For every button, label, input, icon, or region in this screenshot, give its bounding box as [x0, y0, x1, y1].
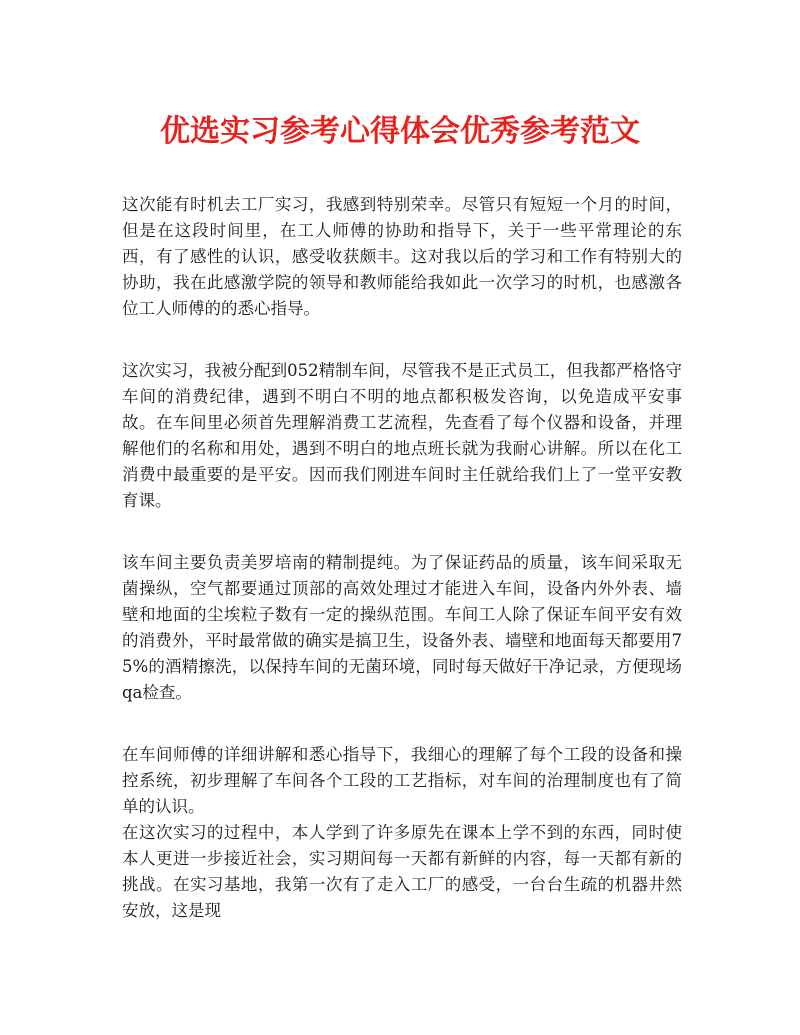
paragraph: 该车间主要负责美罗培南的精制提纯。为了保证药品的质量，该车间采取无菌操纵，空气都要通过顶部的高效处理过才能进入车间，设备内外外表、墙壁和地面的尘埃粒子数有一定的操纵范围。车间工人除了保证车间平安有效的消费外，平时最常做的确实是搞卫生，设备外表、墙壁和地面每天都要用75%的酒精擦洗，以保持车间的无菌环境，同时每天做好干净记录，方便现场qa检查。: [122, 553, 682, 702]
paragraph-spacer: [122, 514, 682, 550]
paragraph-spacer: [122, 706, 682, 742]
paragraph: 这次实习，我被分配到052精制车间，尽管我不是正式员工，但我都严格恪守车间的消费纪律，遇到不明白不明的地点都积极发咨询，以免造成平安事故。在车间里必须首先理解消费工艺流程，先查看了每个仪器和设备，并理解他们的名称和用处，遇到不明白的地点班长就为我耐心讲解。所以在化工消费中最重要的是平安。因而我们刚进车间时主任就给我们上了一堂平安教育课。: [122, 361, 682, 510]
paragraph: 这次能有时机去工厂实习，我感到特别荣幸。尽管只有短短一个月的时间，但是在这段时间里，在工人师傅的协助和指导下，关于一些平常理论的东西，有了感性的认识，感受收获颇丰。这对我以后的学习和工作有特别大的协助，我在此感激学院的领导和教师能给我如此一次学习的时机，也感激各位工人师傅的的悉心指导。: [122, 195, 682, 318]
paragraph-spacer: [122, 322, 682, 358]
paragraph: 在车间师傅的详细讲解和悉心指导下，我细心的理解了每个工段的设备和操控系统，初步理解了车间各个工段的工艺指标，对车间的治理制度也有了简单的认识。: [122, 745, 682, 816]
document-title: 优选实习参考心得体会优秀参考范文: [160, 114, 640, 149]
paragraph: 在这次实习的过程中，本人学到了许多原先在课本上学不到的东西，同时使本人更进一步接近社会，实习期间每一天都有新鲜的内容，每一天都有新的挑战。在实习基地，我第一次有了走入工厂的感受，一台台生疏的机器井然安放，这是现: [122, 823, 682, 920]
document-body: [122, 192, 682, 924]
